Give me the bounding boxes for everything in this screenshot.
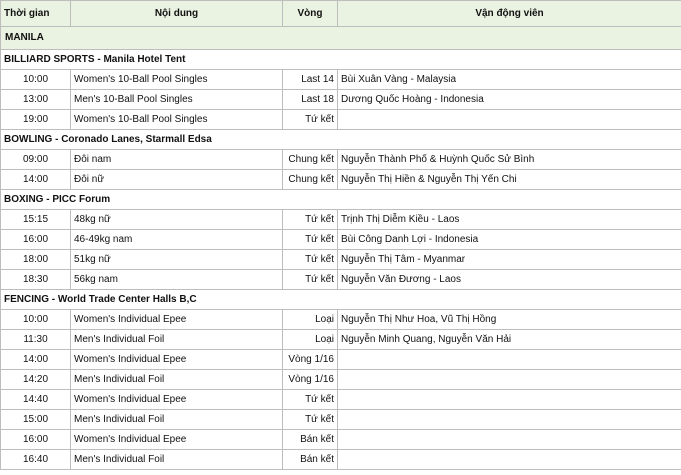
event-content: Men's 10-Ball Pool Singles xyxy=(71,90,283,110)
event-athlete xyxy=(338,390,681,410)
table-row xyxy=(1,430,681,450)
event-time: 15:15 xyxy=(1,210,71,230)
table-row xyxy=(1,310,681,330)
event-content: 46-49kg nam xyxy=(71,230,283,250)
event-athlete: Trịnh Thị Diễm Kiều - Laos xyxy=(338,210,681,230)
table-row xyxy=(1,390,681,410)
event-athlete: Nguyễn Minh Quang, Nguyễn Văn Hải xyxy=(338,330,681,350)
event-time: 14:20 xyxy=(1,370,71,390)
event-round: Bán kết xyxy=(283,450,338,470)
event-content: Women's Individual Epee xyxy=(71,310,283,330)
table-row xyxy=(1,410,681,430)
event-time: 16:40 xyxy=(1,450,71,470)
event-content: Women's Individual Epee xyxy=(71,390,283,410)
event-content: Women's 10-Ball Pool Singles xyxy=(71,110,283,130)
table-row xyxy=(1,450,681,470)
event-time: 10:00 xyxy=(1,70,71,90)
event-round: Loại xyxy=(283,330,338,350)
header-content: Nội dung xyxy=(71,1,283,27)
event-content: Men's Individual Foil xyxy=(71,370,283,390)
table-body xyxy=(1,27,681,470)
venue-row xyxy=(1,50,681,70)
venue-label: FENCING - World Trade Center Halls B,C xyxy=(1,290,681,310)
event-time: 09:00 xyxy=(1,150,71,170)
event-content: Women's Individual Epee xyxy=(71,430,283,450)
event-time: 14:00 xyxy=(1,170,71,190)
table-header xyxy=(1,1,681,27)
event-athlete xyxy=(338,110,681,130)
event-athlete xyxy=(338,430,681,450)
event-round: Tứ kết xyxy=(283,270,338,290)
event-athlete: Nguyễn Thị Tâm - Myanmar xyxy=(338,250,681,270)
event-content: Đôi nữ xyxy=(71,170,283,190)
event-athlete: Nguyễn Văn Đương - Laos xyxy=(338,270,681,290)
event-athlete: Dương Quốc Hoàng - Indonesia xyxy=(338,90,681,110)
header-row xyxy=(1,1,681,27)
event-time: 15:00 xyxy=(1,410,71,430)
event-round: Last 18 xyxy=(283,90,338,110)
table-row xyxy=(1,230,681,250)
event-athlete xyxy=(338,370,681,390)
venue-row xyxy=(1,290,681,310)
event-content: Women's 10-Ball Pool Singles xyxy=(71,70,283,90)
event-round: Chung kết xyxy=(283,170,338,190)
header-round: Vòng xyxy=(283,1,338,27)
event-round: Tứ kết xyxy=(283,230,338,250)
header-time: Thời gian xyxy=(1,1,71,27)
event-time: 13:00 xyxy=(1,90,71,110)
event-time: 19:00 xyxy=(1,110,71,130)
table-row xyxy=(1,110,681,130)
venue-label: BILLIARD SPORTS - Manila Hotel Tent xyxy=(1,50,681,70)
table-row xyxy=(1,370,681,390)
event-time: 18:00 xyxy=(1,250,71,270)
table-row xyxy=(1,150,681,170)
event-content: 48kg nữ xyxy=(71,210,283,230)
event-round: Tứ kết xyxy=(283,110,338,130)
event-athlete xyxy=(338,350,681,370)
event-time: 16:00 xyxy=(1,230,71,250)
venue-label: BOWLING - Coronado Lanes, Starmall Edsa xyxy=(1,130,681,150)
event-time: 14:00 xyxy=(1,350,71,370)
event-round: Last 14 xyxy=(283,70,338,90)
header-athlete: Vận động viên xyxy=(338,1,681,27)
table-row xyxy=(1,90,681,110)
table-row xyxy=(1,70,681,90)
event-content: Women's Individual Epee xyxy=(71,350,283,370)
event-time: 18:30 xyxy=(1,270,71,290)
event-content: Men's Individual Foil xyxy=(71,450,283,470)
table-row xyxy=(1,350,681,370)
table-row xyxy=(1,270,681,290)
city-row xyxy=(1,27,681,50)
table-row xyxy=(1,210,681,230)
event-content: Men's Individual Foil xyxy=(71,330,283,350)
event-athlete: Bùi Xuân Vàng - Malaysia xyxy=(338,70,681,90)
event-round: Vòng 1/16 xyxy=(283,370,338,390)
event-round: Chung kết xyxy=(283,150,338,170)
event-round: Tứ kết xyxy=(283,410,338,430)
event-content: Men's Individual Foil xyxy=(71,410,283,430)
event-athlete xyxy=(338,410,681,430)
event-time: 16:00 xyxy=(1,430,71,450)
event-round: Tứ kết xyxy=(283,390,338,410)
event-athlete: Nguyễn Thị Như Hoa, Vũ Thị Hồng xyxy=(338,310,681,330)
event-round: Tứ kết xyxy=(283,210,338,230)
event-content: Đôi nam xyxy=(71,150,283,170)
event-round: Vòng 1/16 xyxy=(283,350,338,370)
table-row xyxy=(1,250,681,270)
venue-row xyxy=(1,190,681,210)
event-time: 11:30 xyxy=(1,330,71,350)
event-time: 10:00 xyxy=(1,310,71,330)
event-round: Bán kết xyxy=(283,430,338,450)
event-athlete: Nguyễn Thành Phố & Huỳnh Quốc Sử Bình xyxy=(338,150,681,170)
venue-label: BOXING - PICC Forum xyxy=(1,190,681,210)
event-time: 14:40 xyxy=(1,390,71,410)
event-athlete: Bùi Công Danh Lợi - Indonesia xyxy=(338,230,681,250)
event-content: 56kg nam xyxy=(71,270,283,290)
table-row xyxy=(1,170,681,190)
event-athlete: Nguyễn Thị Hiền & Nguyễn Thị Yến Chi xyxy=(338,170,681,190)
event-round: Tứ kết xyxy=(283,250,338,270)
event-athlete xyxy=(338,450,681,470)
event-round: Loại xyxy=(283,310,338,330)
city-label: MANILA xyxy=(1,27,681,50)
venue-row xyxy=(1,130,681,150)
table-row xyxy=(1,330,681,350)
event-content: 51kg nữ xyxy=(71,250,283,270)
